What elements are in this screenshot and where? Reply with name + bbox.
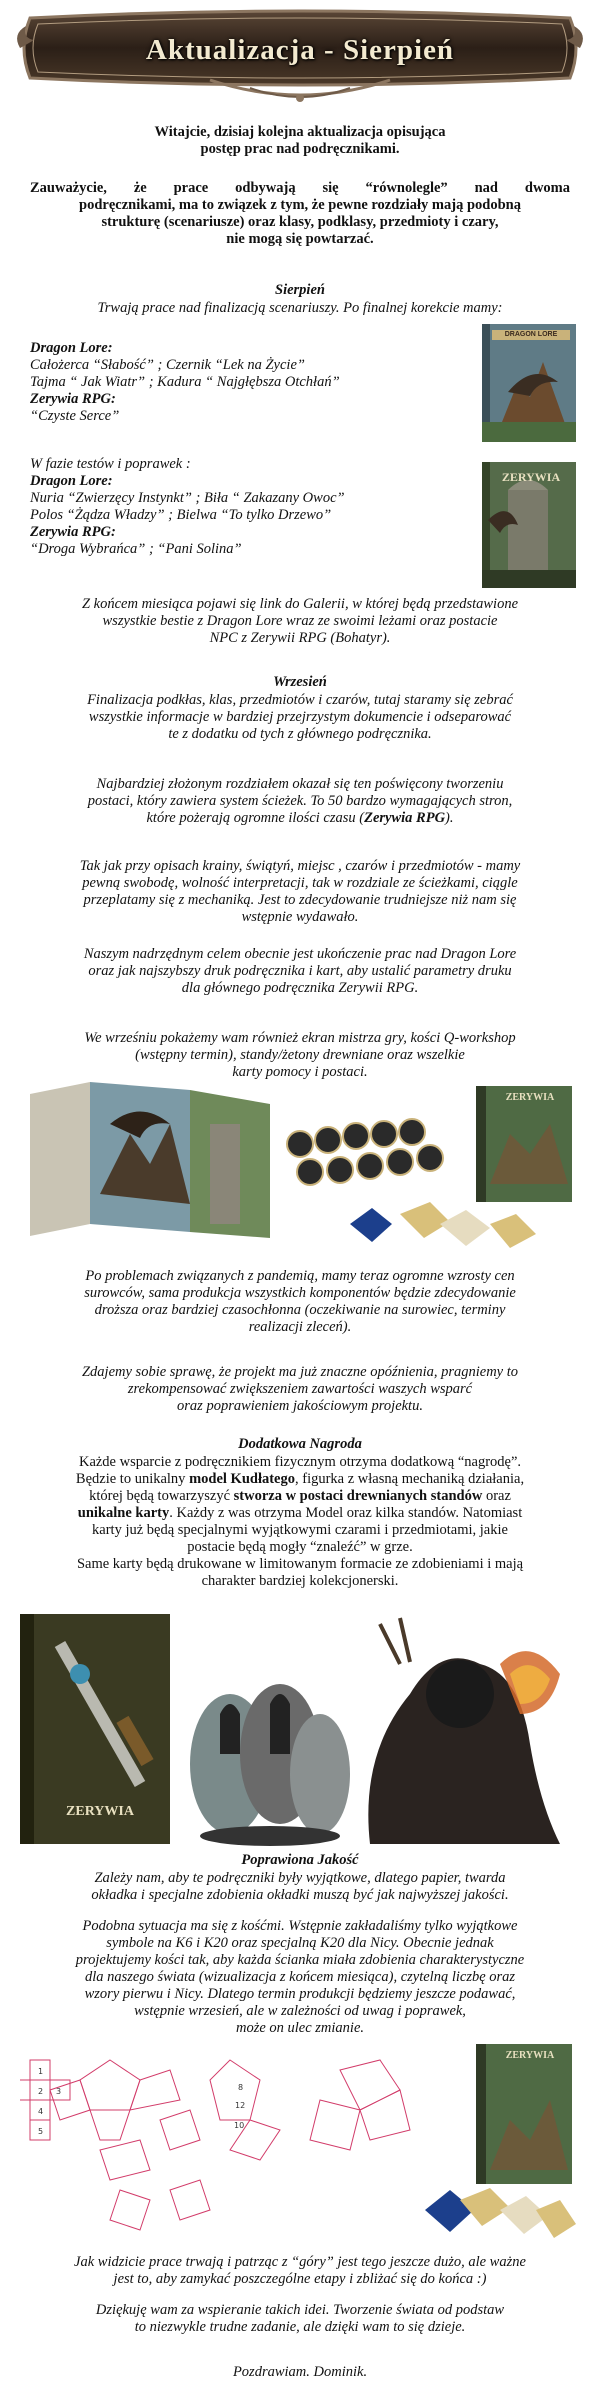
text-line: przeplatamy się z mechaniką. Jest to zdecydowanie trudniejsze niż nam się <box>83 892 517 908</box>
closing-paragraph-2 <box>30 2302 570 2336</box>
svg-text:12: 12 <box>235 2101 246 2110</box>
text-line: to niezwykle trudne zadanie, ale dzięki wam to się dzieje. <box>134 2319 466 2335</box>
list-item: Nuria “Zwierzęcy Instynkt” ; Biła “ Zakazany Owoc” <box>30 490 345 506</box>
text-line: Zdajemy sobie sprawę, że projekt ma już znaczne opóźnienia, pragniemy to <box>81 1364 519 1380</box>
text-line: ). <box>445 810 454 826</box>
box-title: ZERYWIA <box>505 2050 555 2061</box>
notice-line: nie mogą się powtarzać. <box>226 231 374 247</box>
list-item: Tajma “ Jak Wiatr” ; Kadura “ Najgłębsza Otchłań” <box>30 374 340 390</box>
text-line: Same karty będą drukowane w limitowanym formacie ze zdobieniami i mają <box>76 1556 524 1572</box>
reward-paragraph <box>30 1454 570 1590</box>
box-title: ZERYWIA <box>505 1092 555 1103</box>
title-banner <box>10 8 590 118</box>
section-heading-quality: Poprawiona Jakość <box>241 1852 359 1868</box>
svg-text:10: 10 <box>234 2121 245 2130</box>
section-heading-september: Wrzesień <box>273 674 327 690</box>
text-line: surowców, sama produkcja wszystkich komponentów będzie zdecydowanie <box>84 1285 516 1301</box>
list-item: Całożerca “Słabość” ; Czernik “Lek na Życie” <box>30 357 305 373</box>
book-cover-title: ZERYWIA <box>501 470 561 484</box>
intro-text <box>30 124 570 158</box>
zerywia-book-cover <box>478 460 580 590</box>
text-line: droższa oraz bardziej czasochłonna (oczekiwanie na surowiec, terminy <box>94 1302 506 1318</box>
list-heading: Zerywia RPG: <box>30 524 116 540</box>
text-line: wszystkie informacje w bardziej przejrzystym dokumencie i odseparować <box>88 709 512 725</box>
september-paragraph-1 <box>30 692 570 743</box>
intro-line: postęp prac nad podręcznikami. <box>200 141 400 157</box>
list-item: “Czyste Serce” <box>30 408 120 424</box>
notice-line: Zauważycie, że prace odbywają się “równolegle” nad dwoma <box>30 180 570 196</box>
text-line: wstępnie wrzesień, ale w zależności od uwag i poprawek, <box>134 2003 466 2019</box>
text-line: karty pomocy i postaci. <box>232 1064 368 1080</box>
svg-text:1: 1 <box>38 2067 44 2076</box>
emphasis: Zerywia RPG <box>364 810 446 826</box>
text-line: karty już będą specjalnymi wyjątkowymi czarami i przedmiotami, jakie <box>92 1522 508 1538</box>
delays-paragraph <box>30 1364 570 1415</box>
text-line: NPC z Zerywii RPG (Bohatyr). <box>209 630 391 646</box>
text-line: Podobna sytuacja ma się z kośćmi. Wstępnie zakładaliśmy tylko wyjątkowe <box>82 1918 518 1934</box>
text-line: Dziękuję wam za wspieranie takich idei. Tworzenie świata od podstaw <box>95 2302 505 2318</box>
text-line: które pożerają ogromne ilości czasu ( <box>146 810 365 826</box>
september-paragraph-4 <box>30 946 570 997</box>
text-line: dla naszego świata (wizualizacja z końcem miesiąca), czytelną liczbę oraz <box>84 1969 516 1985</box>
notice-text <box>30 180 570 248</box>
august-intro: Trwają prace nad finalizacją scenariuszy. Po finalnej korekcie mamy: <box>97 300 503 316</box>
text-line: postacie będą mogły “znaleźć” w grze. <box>187 1539 413 1555</box>
quality-paragraph-2 <box>30 1918 570 2037</box>
text-line: Tak jak przy opisach krainy, świątyń, miejsc , czarów i przedmiotów - mamy <box>79 858 521 874</box>
list-heading: Dragon Lore: <box>30 340 113 356</box>
text-line: Zależy nam, aby te podręczniki były wyjątkowe, dlatego papier, twarda <box>94 1870 506 1886</box>
september-paragraph-2 <box>30 776 570 827</box>
text-line: wstępnie wydawało. <box>241 909 359 925</box>
text-line: Naszym nadrzędnym celem obecnie jest ukończenie prac nad Dragon Lore <box>83 946 517 962</box>
text-line: Jak widzicie prace trwają i patrząc z “góry” jest tego jeszcze dużo, ale ważne <box>74 2254 526 2270</box>
august-finished-list <box>30 340 470 425</box>
svg-text:5: 5 <box>38 2127 44 2136</box>
text-line: jest to, aby zamykać poszczególne etapy i zbliżać się do końca :) <box>113 2271 487 2287</box>
book-cover-title: DRAGON LORE <box>504 331 558 338</box>
intro-line: Witajcie, dzisiaj kolejna aktualizacja opisująca <box>154 124 446 140</box>
gallery-note <box>30 596 570 647</box>
closing-paragraph-1 <box>30 2254 570 2288</box>
notice-line: podręcznikami, ma to związek z tym, że pewne rozdziały mają podobną <box>79 197 521 213</box>
text-line: We wrześniu pokażemy wam również ekran mistrza gry, kości Q-workshop <box>84 1030 516 1046</box>
august-testing-list <box>30 456 470 558</box>
text-line: oraz jak najszybszy druk podręcznika i kart, aby ustalić parametry druku <box>88 963 512 979</box>
text-line: projektujemy kości tak, aby każda ścianka miała zdobienia charakterystyczne <box>75 1952 525 1968</box>
list-item: “Droga Wybrańca” ; “Pani Solina” <box>30 541 242 557</box>
signature: Pozdrawiam. Dominik. <box>232 2364 368 2380</box>
text-line: realizacji zleceń). <box>248 1319 352 1335</box>
text-line: wszystkie bestie z Dragon Lore wraz ze swoimi leżami oraz postacie <box>102 613 498 629</box>
reward-figures-photo <box>20 1604 580 1850</box>
list-heading: Zerywia RPG: <box>30 391 116 407</box>
september-paragraph-3 <box>30 858 570 926</box>
list-item: Polos “Żądza Władzy” ; Bielwa “To tylko Drzewo” <box>30 507 332 523</box>
dice-design-photo <box>20 2040 580 2250</box>
text-line: wzory pierwu i Nicy. Dlatego termin produkcji będziemy jeszcze podawać, <box>84 1986 516 2002</box>
notice-line: strukturę (scenariusze) oraz klasy, podklasy, przedmioty i czary, <box>101 214 499 230</box>
text-line: oraz <box>482 1488 511 1504</box>
page-title: Aktualizacja - Sierpień <box>145 34 455 66</box>
section-heading-reward: Dodatkowa Nagroda <box>238 1436 362 1452</box>
text-line: Najbardziej złożonym rozdziałem okazał się ten poświęcony tworzeniu <box>96 776 504 792</box>
text-line: Po problemach związanych z pandemią, mamy teraz ogromne wzrosty cen <box>85 1268 515 1284</box>
dragon-lore-book-cover <box>478 322 580 444</box>
text-line: charakter bardziej kolekcjonerski. <box>201 1573 399 1589</box>
text-line: Z końcem miesiąca pojawi się link do Galerii, w której będą przedstawione <box>81 596 519 612</box>
pandemic-paragraph <box>30 1268 570 1336</box>
emphasis: unikalne karty <box>77 1505 170 1521</box>
text-line: (wstępny termin), standy/żetony drewniane oraz wszelkie <box>135 1047 465 1063</box>
section-heading-august: Sierpień <box>275 282 325 298</box>
text-line: pewną swobodę, wolność interpretacji, tak w rozdziale ze ścieżkami, ciągle <box>82 875 518 891</box>
text-line: te z dodatku od tych z głównego podręcznika. <box>168 726 432 742</box>
text-line: może on ulec zmianie. <box>235 2020 365 2036</box>
text-line: dla głównego podręcznika Zerywii RPG. <box>181 980 419 996</box>
svg-text:4: 4 <box>38 2107 44 2116</box>
text-line: symbole na K6 i K20 oraz specjalną K20 dla Nicy. Obecnie jednak <box>106 1935 494 1951</box>
text-line: oraz poprawieniem jakościowym projektu. <box>177 1398 423 1414</box>
svg-text:8: 8 <box>238 2083 244 2092</box>
text-line: , figurka z własną mechaniką działania, <box>295 1471 525 1487</box>
quality-paragraph-1 <box>30 1870 570 1904</box>
text-line: postaci, który zawiera system ścieżek. To 50 bardzo wymagających stron, <box>87 793 513 809</box>
emphasis: model Kudłatego <box>189 1471 295 1487</box>
text-line: której będą towarzyszyć <box>89 1488 234 1504</box>
gm-screen-tokens-dice-photo <box>20 1074 580 1256</box>
text-line: okładka i specjalne zdobienia okładki muszą być jak najwyższej jakości. <box>91 1887 509 1903</box>
svg-text:3: 3 <box>56 2087 62 2096</box>
list-heading: Dragon Lore: <box>30 473 113 489</box>
book-cover-title: ZERYWIA <box>66 1804 134 1819</box>
text-line: Będzie to unikalny <box>75 1471 190 1487</box>
list-intro: W fazie testów i poprawek : <box>30 456 191 472</box>
svg-text:2: 2 <box>38 2087 44 2096</box>
text-line: Każde wsparcie z podręcznikiem fizycznym otrzyma dodatkową “nagrodę”. <box>78 1454 522 1470</box>
text-line: Finalizacja podkłas, klas, przedmiotów i czarów, tutaj staramy się zebrać <box>87 692 513 708</box>
text-line: zrekompensować zwiększeniem zawartości waszych wsparć <box>127 1381 473 1397</box>
text-line: . Każdy z was otrzyma Model oraz kilka standów. Natomiast <box>169 1505 523 1521</box>
emphasis: stworza w postaci drewnianych standów <box>233 1488 483 1504</box>
